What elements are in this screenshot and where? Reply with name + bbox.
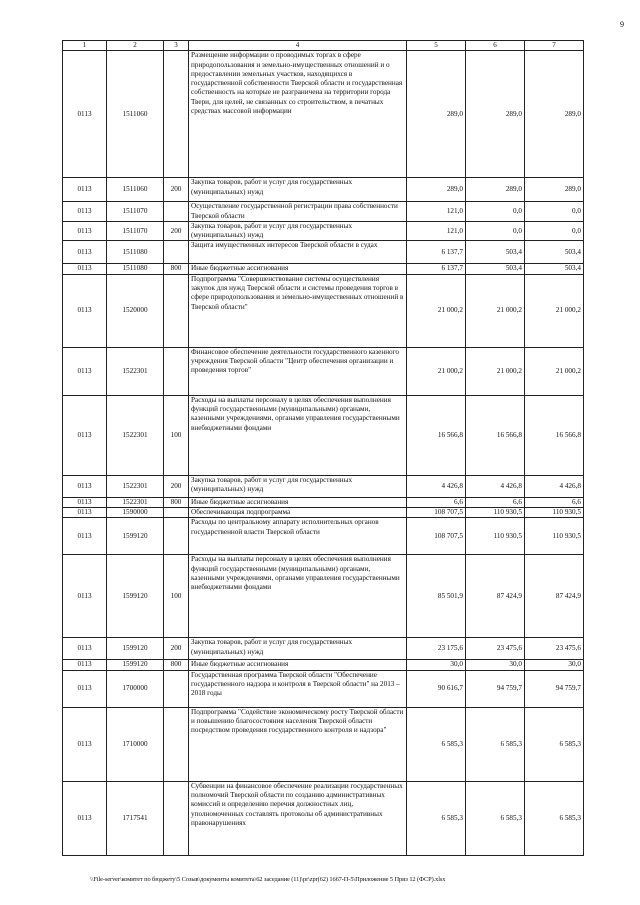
table-row <box>63 518 584 555</box>
amount-col6: 110 930,5 <box>466 518 525 555</box>
article-code: 1511070 <box>107 202 164 222</box>
amount-col6: 21 000,2 <box>466 347 525 395</box>
amount-col6: 0,0 <box>466 202 525 222</box>
section-code: 0113 <box>63 638 107 660</box>
amount-col5: 21 000,2 <box>407 347 466 395</box>
amount-col7: 21 000,2 <box>525 274 584 347</box>
item-name: Иные бюджетные ассигнования <box>189 264 407 274</box>
article-code: 1590000 <box>107 508 164 518</box>
section-code: 0113 <box>63 241 107 264</box>
column-header: 2 <box>107 41 164 51</box>
section-code: 0113 <box>63 395 107 475</box>
column-header: 1 <box>63 41 107 51</box>
section-code: 0113 <box>63 670 107 707</box>
expense-type-code <box>164 707 189 781</box>
amount-col7: 503,4 <box>525 241 584 264</box>
article-code: 1599120 <box>107 638 164 660</box>
amount-col7: 4 426,8 <box>525 475 584 497</box>
item-name: Расходы на выплаты персоналу в целях обеспечения выполнения функций государственными (муниципальными) органами, казенными учреждениями, органами управления государственными внебюджетными фондами <box>189 555 407 638</box>
amount-col5: 121,0 <box>407 221 466 241</box>
amount-col6: 289,0 <box>466 51 525 178</box>
expense-type-code: 100 <box>164 395 189 475</box>
item-name: Субвенции на финансовое обеспечение реализации государственных полномочий Тверской области по созданию административных комиссий и определению перечня должностных лиц, уполномоченных составлять протоколы об административных правонарушениях <box>189 781 407 855</box>
amount-col7: 6 585,3 <box>525 781 584 855</box>
amount-col6: 6 585,3 <box>466 781 525 855</box>
article-code: 1700000 <box>107 670 164 707</box>
table-row <box>63 274 584 347</box>
amount-col6: 23 475,6 <box>466 638 525 660</box>
expense-type-code <box>164 241 189 264</box>
table-row <box>63 555 584 638</box>
expense-type-code: 100 <box>164 555 189 638</box>
amount-col7: 110 930,5 <box>525 508 584 518</box>
expense-type-code: 800 <box>164 660 189 670</box>
column-header: 6 <box>466 41 525 51</box>
article-code: 1710000 <box>107 707 164 781</box>
amount-col5: 21 000,2 <box>407 274 466 347</box>
article-code: 1717541 <box>107 781 164 855</box>
amount-col7: 110 930,5 <box>525 518 584 555</box>
expense-type-code: 200 <box>164 221 189 241</box>
table-row <box>63 51 584 178</box>
item-name: Расходы на выплаты персоналу в целях обеспечения выполнения функций государственными (муниципальными) органами, казенными учреждениями, органами управления государственными внебюджетными фондами <box>189 395 407 475</box>
amount-col6: 503,4 <box>466 241 525 264</box>
table-row <box>63 638 584 660</box>
page-number: 9 <box>620 20 624 29</box>
section-code: 0113 <box>63 202 107 222</box>
article-code: 1599120 <box>107 555 164 638</box>
item-name: Закупка товаров, работ и услуг для государственных (муниципальных) нужд <box>189 221 407 241</box>
item-name: Расходы по центральному аппарату исполнительных органов государственной власти Тверской области <box>189 518 407 555</box>
item-name: Подпрограмма "Содействие экономическому росту Тверской области и повышению благосостояния населения Тверской области посредством проведения государственного контроля и надзора" <box>189 707 407 781</box>
item-name: Закупка товаров, работ и услуг для государственных (муниципальных) нужд <box>189 475 407 497</box>
table-row <box>63 781 584 855</box>
expense-type-code <box>164 274 189 347</box>
article-code: 1511080 <box>107 241 164 264</box>
section-code: 0113 <box>63 555 107 638</box>
expense-type-code <box>164 518 189 555</box>
item-name: Иные бюджетные ассигнования <box>189 660 407 670</box>
section-code: 0113 <box>63 707 107 781</box>
amount-col6: 4 426,8 <box>466 475 525 497</box>
section-code: 0113 <box>63 660 107 670</box>
section-code: 0113 <box>63 518 107 555</box>
amount-col5: 6 137,7 <box>407 264 466 274</box>
amount-col5: 6 585,3 <box>407 707 466 781</box>
amount-col5: 90 616,7 <box>407 670 466 707</box>
article-code: 1522301 <box>107 497 164 507</box>
article-code: 1520000 <box>107 274 164 347</box>
amount-col5: 108 707,5 <box>407 508 466 518</box>
amount-col7: 23 475,6 <box>525 638 584 660</box>
amount-col6: 6,6 <box>466 497 525 507</box>
amount-col7: 289,0 <box>525 178 584 202</box>
amount-col5: 4 426,8 <box>407 475 466 497</box>
amount-col7: 21 000,2 <box>525 347 584 395</box>
amount-col6: 6 585,3 <box>466 707 525 781</box>
table-row <box>63 264 584 274</box>
amount-col7: 503,4 <box>525 264 584 274</box>
table-row <box>63 395 584 475</box>
item-name: Осуществление государственной регистрации права собственности Тверской области <box>189 202 407 222</box>
amount-col6: 289,0 <box>466 178 525 202</box>
amount-col6: 503,4 <box>466 264 525 274</box>
amount-col5: 23 175,6 <box>407 638 466 660</box>
amount-col7: 0,0 <box>525 202 584 222</box>
article-code: 1522301 <box>107 475 164 497</box>
amount-col6: 21 000,2 <box>466 274 525 347</box>
amount-col7: 0,0 <box>525 221 584 241</box>
column-header: 7 <box>525 41 584 51</box>
table-header-row <box>63 41 584 51</box>
amount-col5: 85 501,9 <box>407 555 466 638</box>
section-code: 0113 <box>63 51 107 178</box>
article-code: 1599120 <box>107 660 164 670</box>
item-name: Размещение информации о проводимых торгах в сфере природопользования и земельно-имущественных отношений и о предоставлении земельных участков, находящихся в государственной собственности Тверской области и государственная собственность на которые не разграничена на территории города Твери, для целей, не связанных со строительством, в печатных средствах массовой информации <box>189 51 407 178</box>
item-name: Закупка товаров, работ и услуг для государственных (муниципальных) нужд <box>189 178 407 202</box>
expense-type-code <box>164 781 189 855</box>
section-code: 0113 <box>63 781 107 855</box>
expense-type-code <box>164 51 189 178</box>
amount-col5: 289,0 <box>407 51 466 178</box>
item-name: Закупка товаров, работ и услуг для государственных (муниципальных) нужд <box>189 638 407 660</box>
expense-type-code: 800 <box>164 264 189 274</box>
amount-col5: 289,0 <box>407 178 466 202</box>
amount-col7: 289,0 <box>525 51 584 178</box>
table-row <box>63 178 584 202</box>
item-name: Иные бюджетные ассигнования <box>189 497 407 507</box>
amount-col6: 87 424,9 <box>466 555 525 638</box>
amount-col5: 108 707,5 <box>407 518 466 555</box>
section-code: 0113 <box>63 274 107 347</box>
expense-type-code: 200 <box>164 475 189 497</box>
amount-col7: 16 566,8 <box>525 395 584 475</box>
article-code: 1522301 <box>107 395 164 475</box>
column-header: 5 <box>407 41 466 51</box>
table-row <box>63 202 584 222</box>
amount-col6: 94 759,7 <box>466 670 525 707</box>
table-row <box>63 670 584 707</box>
table-row <box>63 497 584 507</box>
expense-type-code <box>164 347 189 395</box>
section-code: 0113 <box>63 475 107 497</box>
amount-col5: 6 585,3 <box>407 781 466 855</box>
item-name: Государственная программа Тверской области "Обеспечение государственного надзора и контроля в Тверской области" на 2013 – 2018 годы <box>189 670 407 707</box>
amount-col6: 30,0 <box>466 660 525 670</box>
article-code: 1511080 <box>107 264 164 274</box>
amount-col5: 121,0 <box>407 202 466 222</box>
amount-col7: 94 759,7 <box>525 670 584 707</box>
section-code: 0113 <box>63 264 107 274</box>
table-row <box>63 508 584 518</box>
expense-type-code <box>164 202 189 222</box>
amount-col5: 16 566,8 <box>407 395 466 475</box>
article-code: 1511060 <box>107 51 164 178</box>
section-code: 0113 <box>63 497 107 507</box>
table-row <box>63 241 584 264</box>
amount-col6: 110 930,5 <box>466 508 525 518</box>
expense-type-code: 200 <box>164 638 189 660</box>
table-row <box>63 475 584 497</box>
section-code: 0113 <box>63 347 107 395</box>
item-name: Подпрограмма "Совершенствование системы осуществления закупок для нужд Тверской области и системы проведения торгов в сфере природопользования и земельно-имущественных отношений в Тверской области" <box>189 274 407 347</box>
amount-col6: 0,0 <box>466 221 525 241</box>
column-header: 3 <box>164 41 189 51</box>
section-code: 0113 <box>63 178 107 202</box>
amount-col5: 6,6 <box>407 497 466 507</box>
expense-type-code: 200 <box>164 178 189 202</box>
article-code: 1511070 <box>107 221 164 241</box>
amount-col7: 6 585,3 <box>525 707 584 781</box>
section-code: 0113 <box>63 508 107 518</box>
expense-type-code <box>164 508 189 518</box>
amount-col6: 16 566,8 <box>466 395 525 475</box>
amount-col5: 6 137,7 <box>407 241 466 264</box>
table-row <box>63 660 584 670</box>
column-header: 4 <box>189 41 407 51</box>
amount-col7: 87 424,9 <box>525 555 584 638</box>
amount-col7: 6,6 <box>525 497 584 507</box>
expense-type-code <box>164 670 189 707</box>
item-name: Финансовое обеспечение деятельности государственного казенного учреждения Тверской области "Центр обеспечения организации и проведения торгов" <box>189 347 407 395</box>
item-name: Защита имущественных интересов Тверской области в судах <box>189 241 407 264</box>
article-code: 1599120 <box>107 518 164 555</box>
amount-col7: 30,0 <box>525 660 584 670</box>
section-code: 0113 <box>63 221 107 241</box>
table-row <box>63 221 584 241</box>
amount-col5: 30,0 <box>407 660 466 670</box>
table-row <box>63 707 584 781</box>
table-row <box>63 347 584 395</box>
article-code: 1511060 <box>107 178 164 202</box>
article-code: 1522301 <box>107 347 164 395</box>
item-name: Обеспечивающая подпрограмма <box>189 508 407 518</box>
file-path-footer: \\File-server\комитет по бюджету\5 Созыв\документы комитета\62 заседание (11)\pr\zpr(62) 1667-П-5\Приложение 5 Приз 12 (ФСР).xlsx <box>90 876 446 883</box>
budget-table <box>62 40 584 856</box>
expense-type-code: 800 <box>164 497 189 507</box>
